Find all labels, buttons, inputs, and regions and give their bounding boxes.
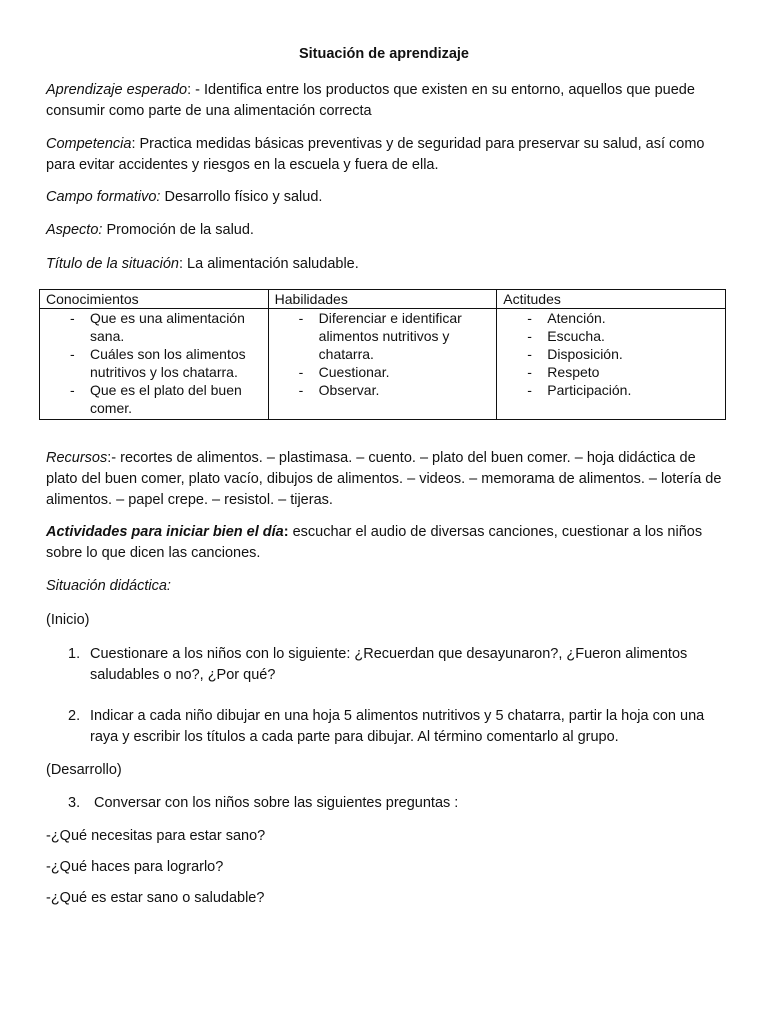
titulo-label: Título de la situación [46,256,179,272]
aspecto-text: Promoción de la salud. [102,222,254,238]
list-item: - Participación. [527,382,632,398]
pregunta-2: -¿Qué haces para lograrlo? [46,859,224,875]
list-item: - Escucha. [527,328,605,344]
desarrollo-heading: (Desarrollo) [46,762,122,778]
titulo-situacion [46,254,726,275]
actividades-iniciar [46,522,726,564]
item-2-number: 2. [68,708,81,724]
item-3-text: Conversar con los niños sobre las siguientes preguntas : [94,795,459,811]
list-item: - Que es una alimentación sana. [70,310,245,344]
item-2-text: Indicar a cada niño dibujar en una hoja 5 alimentos nutritivos y 5 chatarra, partir la hoja con una raya y escribir los títulos a cada parte para dibujar. Al término comentarlo al grupo. [90,708,705,745]
competencia-label: Competencia [46,136,132,152]
list-item: - Disposición. [527,346,623,362]
situacion-didactica-heading: Situación didáctica: [46,578,171,594]
recursos [46,448,726,511]
competencias-table [39,289,726,420]
aprendizaje-text: : - Identifica entre los productos que existen en su entorno, aquellos que puede consumir como parte de una alimentación correcta [46,82,695,119]
aspecto [46,220,726,241]
campo-label: Campo formativo: [46,189,161,205]
aprendizaje-esperado [46,80,726,122]
recursos-label: Recursos [46,450,108,466]
list-item: - Observar. [298,382,380,398]
competencia [46,134,726,176]
actitudes-cell [497,309,726,420]
campo-formativo [46,187,726,208]
actividades-colon: : [283,524,289,540]
aprendizaje-label: Aprendizaje esperado [46,82,188,98]
table-row [40,309,726,420]
table-header-row [40,290,726,309]
pregunta-1: -¿Qué necesitas para estar sano? [46,828,266,844]
document-title: Situación de aprendizaje [298,46,469,62]
conocimientos-cell [40,309,269,420]
header-conocimientos: Conocimientos [40,290,269,309]
header-habilidades: Habilidades [268,290,497,309]
list-item: - Cuáles son los alimentos nutritivos y los chatarra. [70,346,246,380]
habilidades-cell [268,309,497,420]
item-1-text: Cuestionare a los niños con lo siguiente: ¿Recuerdan que desayunaron?, ¿Fueron alimentos saludables o no?, ¿Por qué? [90,646,688,683]
actividades-label: Actividades para iniciar bien el día [46,524,284,540]
aspecto-label: Aspecto: [46,222,103,238]
campo-text: Desarrollo físico y salud. [160,189,323,205]
list-item: - Respeto [527,364,600,380]
list-item: - Atención. [527,310,606,326]
item-1-number: 1. [68,646,81,662]
recursos-text: :- recortes de alimentos. – plastimasa. – cuento. – plato del buen comer. – hoja didáctica de plato del buen comer, plato vacío, dibujos de alimentos. – videos. – memorama de alimentos. – lotería de alimentos. – papel crepe. – resistol. – tijeras. [46,450,722,508]
inicio-heading: (Inicio) [46,612,90,628]
competencia-text: : Practica medidas básicas preventivas y de seguridad para preservar su salud, así como para evitar accidentes y riesgos en la escuela y fuera de ella. [46,136,705,173]
list-item: - Cuestionar. [298,364,390,380]
titulo-text: : La alimentación saludable. [179,256,359,272]
item-3-number: 3. [68,795,81,811]
actividades-text: escuchar el audio de diversas canciones, cuestionar a los niños sobre lo que dicen las canciones. [46,524,703,561]
list-item: - Que es el plato del buen comer. [70,382,242,416]
list-item: - Diferenciar e identificar alimentos nutritivos y chatarra. [298,310,462,362]
header-actitudes: Actitudes [497,290,726,309]
pregunta-3: -¿Qué es estar sano o saludable? [46,890,265,906]
